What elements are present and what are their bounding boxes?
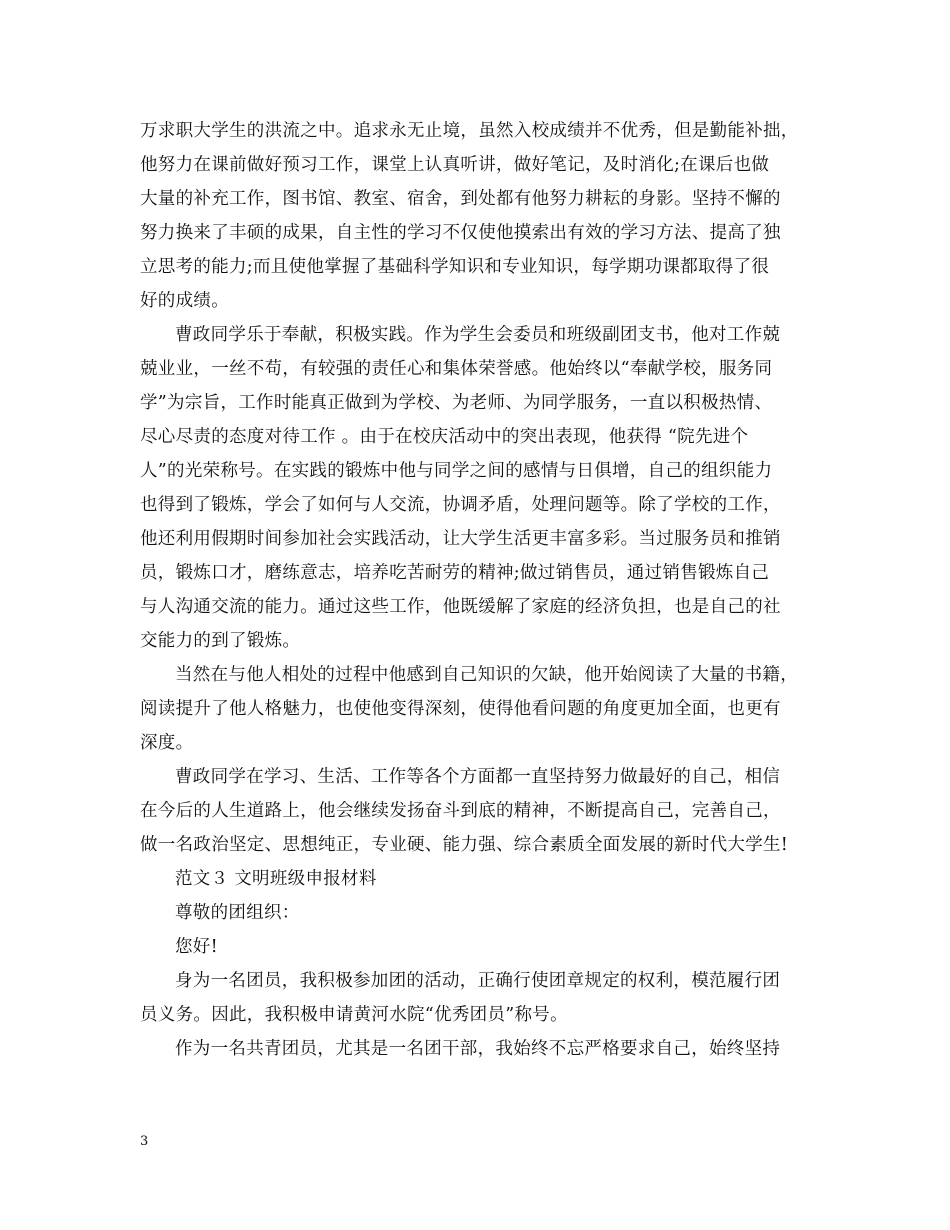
salutation: 尊敬的团组织： [175,903,300,923]
section-heading: 范文３ 文明班级申报材料 [175,869,377,889]
text-line: 做一名政治坚定、思想纯正，专业硬、能力强、综合素质全面发展的新时代大学生! [140,835,789,855]
text-line: 他努力在课前做好预习工作，课堂上认真听讲，做好笔记，及时消化;在课后也做 [140,155,770,175]
text-line: 曹政同学乐于奉献，积极实践。作为学生会委员和班级副团支书，他对工作兢 [175,325,781,345]
text-line: 尽心尽责的态度对待工作 。由于在校庆活动中的突出表现，他获得 “院先进个 [140,427,749,447]
text-line: 也得到了锻炼，学会了如何与人交流，协调矛盾，处理问题等。除了学校的工作， [140,495,781,515]
text-line: 员义务。因此，我积极申请黄河水院“优秀团员”称号。 [140,1005,568,1025]
text-line: 人”的光荣称号。在实践的锻炼中他与同学之间的感情与日俱增，自己的组织能力 [140,461,773,481]
text-line: 交能力的到了锻炼。 [140,631,301,651]
text-line: 努力换来了丰硕的成果，自主性的学习不仅使他摸索出有效的学习方法、提高了独 [140,223,781,243]
page-number: 3 [140,1134,149,1149]
text-line: 在今后的人生道路上，他会继续发扬奋斗到底的精神，不断提高自己，完善自己， [140,801,781,821]
greeting: 您好! [175,937,218,957]
text-line: 好的成绩。 [140,291,229,311]
text-line: 作为一名共青团员，尤其是一名团干部，我始终不忘严格要求自己，始终坚持 [175,1039,781,1059]
text-line: 身为一名团员，我积极参加团的活动，正确行使团章规定的权利，模范履行团 [175,971,781,991]
text-line: 阅读提升了他人格魅力，也使他变得深刻，使得他看问题的角度更加全面，也更有 [140,699,781,719]
text-line: 他还利用假期时间参加社会实践活动，让大学生活更丰富多彩。当过服务员和推销 [140,529,781,549]
text-line: 学”为宗旨，工作时能真正做到为学校、为老师、为同学服务，一直以积极热情、 [140,393,773,413]
text-line: 当然在与他人相处的过程中他感到自己知识的欠缺，他开始阅读了大量的书籍， [175,665,798,685]
text-line: 与人沟通交流的能力。通过这些工作，他既缓解了家庭的经济负担，也是自己的社 [140,597,781,617]
document-body [140,114,830,1066]
text-line: 员，锻炼口才，磨练意志，培养吃苦耐劳的精神;做过销售员，通过销售锻炼自己 [140,563,770,583]
text-line: 曹政同学在学习、生活、工作等各个方面都一直坚持努力做最好的自己，相信 [175,767,781,787]
text-line: 立思考的能力;而且使他掌握了基础科学知识和专业知识，每学期功课都取得了很 [140,257,770,277]
text-line: 兢业业，一丝不苟，有较强的责任心和集体荣誉感。他始终以“奉献学校，服务同 [140,359,773,379]
text-line: 深度。 [140,733,194,753]
text-line: 大量的补充工作，图书馆、教室、宿舍，到处都有他努力耕耘的身影。坚持不懈的 [140,189,781,209]
text-line: 万求职大学生的洪流之中。追求永无止境，虽然入校成绩并不优秀，但是勤能补拙， [140,121,799,141]
